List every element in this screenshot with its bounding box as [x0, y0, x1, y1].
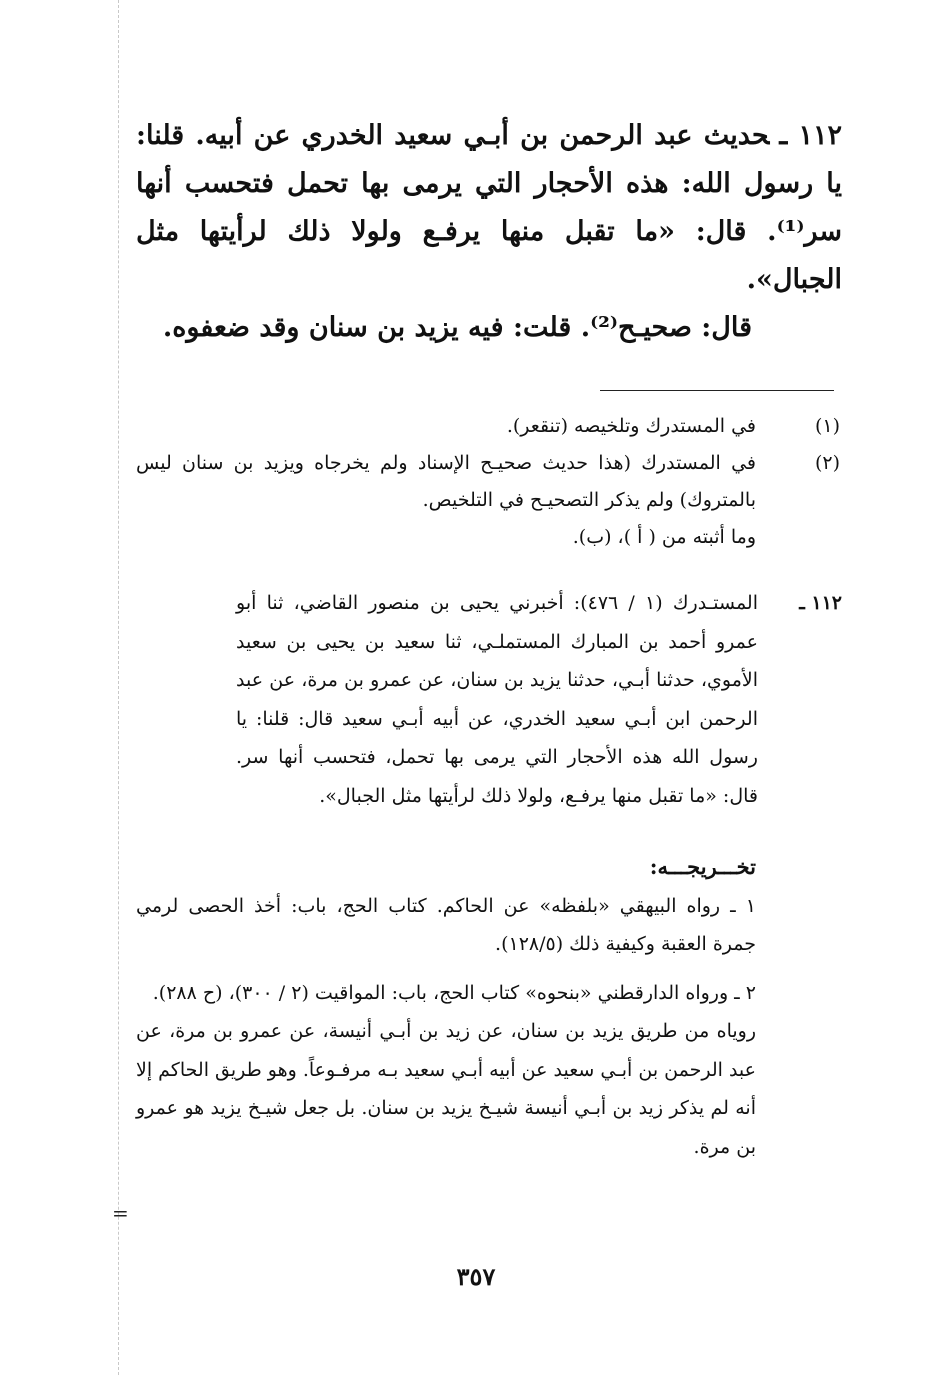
footnote-text-extra: وما أثبته من ( أ )، (ب). [572, 526, 756, 548]
footnote-text [136, 445, 756, 556]
takhrij-item-2: ٢ ـ ورواه الدارقطني «بنحوه» كتاب الحج، باب: المواقيت (٢ / ٣٠٠)، (ح ٢٨٨). [152, 981, 756, 1004]
sanad-text: المستـدرك (١ / ٤٧٦): أخبرني يحيى بن منصور القاضي، ثنا أبو عمرو أحمد بن المبارك المستملـي، ثنا سعيد بن يحيى بن سعيد الأموي، حدثنا أبـي، حدثنا يزيد بن سنان، عن عمرو بن مرة، عن عبد الرحمن ابن أبـي سعيد الخدري، عن أبيه أبـي سعيد قال: قلنا: يا رسول الله هذه الأحجار التي يرمى بها تحمل، فتحسب أنها سر. قال: «ما تقبل منها يرفـع، ولولا ذلك لرأيتها مثل الجبال». [236, 592, 758, 807]
sanad-row [136, 584, 842, 815]
footnotes [136, 408, 842, 556]
footnote-mark: (٢) [814, 452, 840, 474]
takhrij-heading: تخـــريجـــه: [649, 854, 756, 879]
footnote-text: في المستدرك وتلخيصه (تنقعر). [506, 415, 756, 437]
margin-mark: = [112, 1201, 129, 1225]
hadith-ruling: قال: صحيـح⁽²⁾. قلت: فيه يزيد بن سنان وقد ضعفوه. [162, 312, 752, 343]
footnote-2 [136, 445, 842, 556]
footnote-1 [136, 408, 842, 445]
takhrij-paragraph: روياه من طريق يزيد بن سنان، عن زيد بن أبـي أنيسة، عن عمرو بن مرة، عن عبد الرحمن بن أبـي سعيد عن أبيه أبـي سعيد بـه مرفـوعاً. وهو طريق الحاكم إلا أنه لم يذكر زيد بن أبـي أنيسة شيـخ يزيد بن سنان. بل جعل شيـخ يزيد هو عمرو بن مرة. [136, 1020, 756, 1158]
hadith-text [136, 112, 842, 304]
sanad-section [136, 584, 842, 815]
sanad-number: ١١٢ ـ [799, 592, 842, 614]
hadith-block [136, 112, 842, 352]
footnote-divider [600, 390, 834, 391]
margin-guide-line [118, 0, 119, 1375]
page-number: ٣٥٧ [456, 1262, 496, 1291]
hadith-body: حديث عبد الرحمن بن أبـي سعيد الخدري عن أبيه. قلنا: يا رسول الله: هذه الأحجار التي يرمى بها تحمل فتحسب أنها سر⁽¹⁾. قال: «ما تقبل منها يرفـع ولولا ذلك لرأيتها مثل الجبال». [136, 120, 842, 295]
takhrij-section [136, 848, 756, 1166]
hadith-number: ١١٢ ـ [779, 120, 843, 151]
footnote-text-main: في المستدرك (هذا حديث صحيـح الإسناد ولم يخرجاه ويزيد بن سنان ليس بالمتروك) ولم يذكر التصحيـح في التلخيص. [136, 452, 756, 511]
takhrij-item-1: ١ ـ رواه البيهقي «بلفظه» عن الحاكم. كتاب الحج، باب: أخذ الحصى لرمي جمرة العقبة وكيفية ذلك (١٢٨/٥). [136, 894, 756, 955]
footnote-mark: (١) [814, 415, 840, 437]
